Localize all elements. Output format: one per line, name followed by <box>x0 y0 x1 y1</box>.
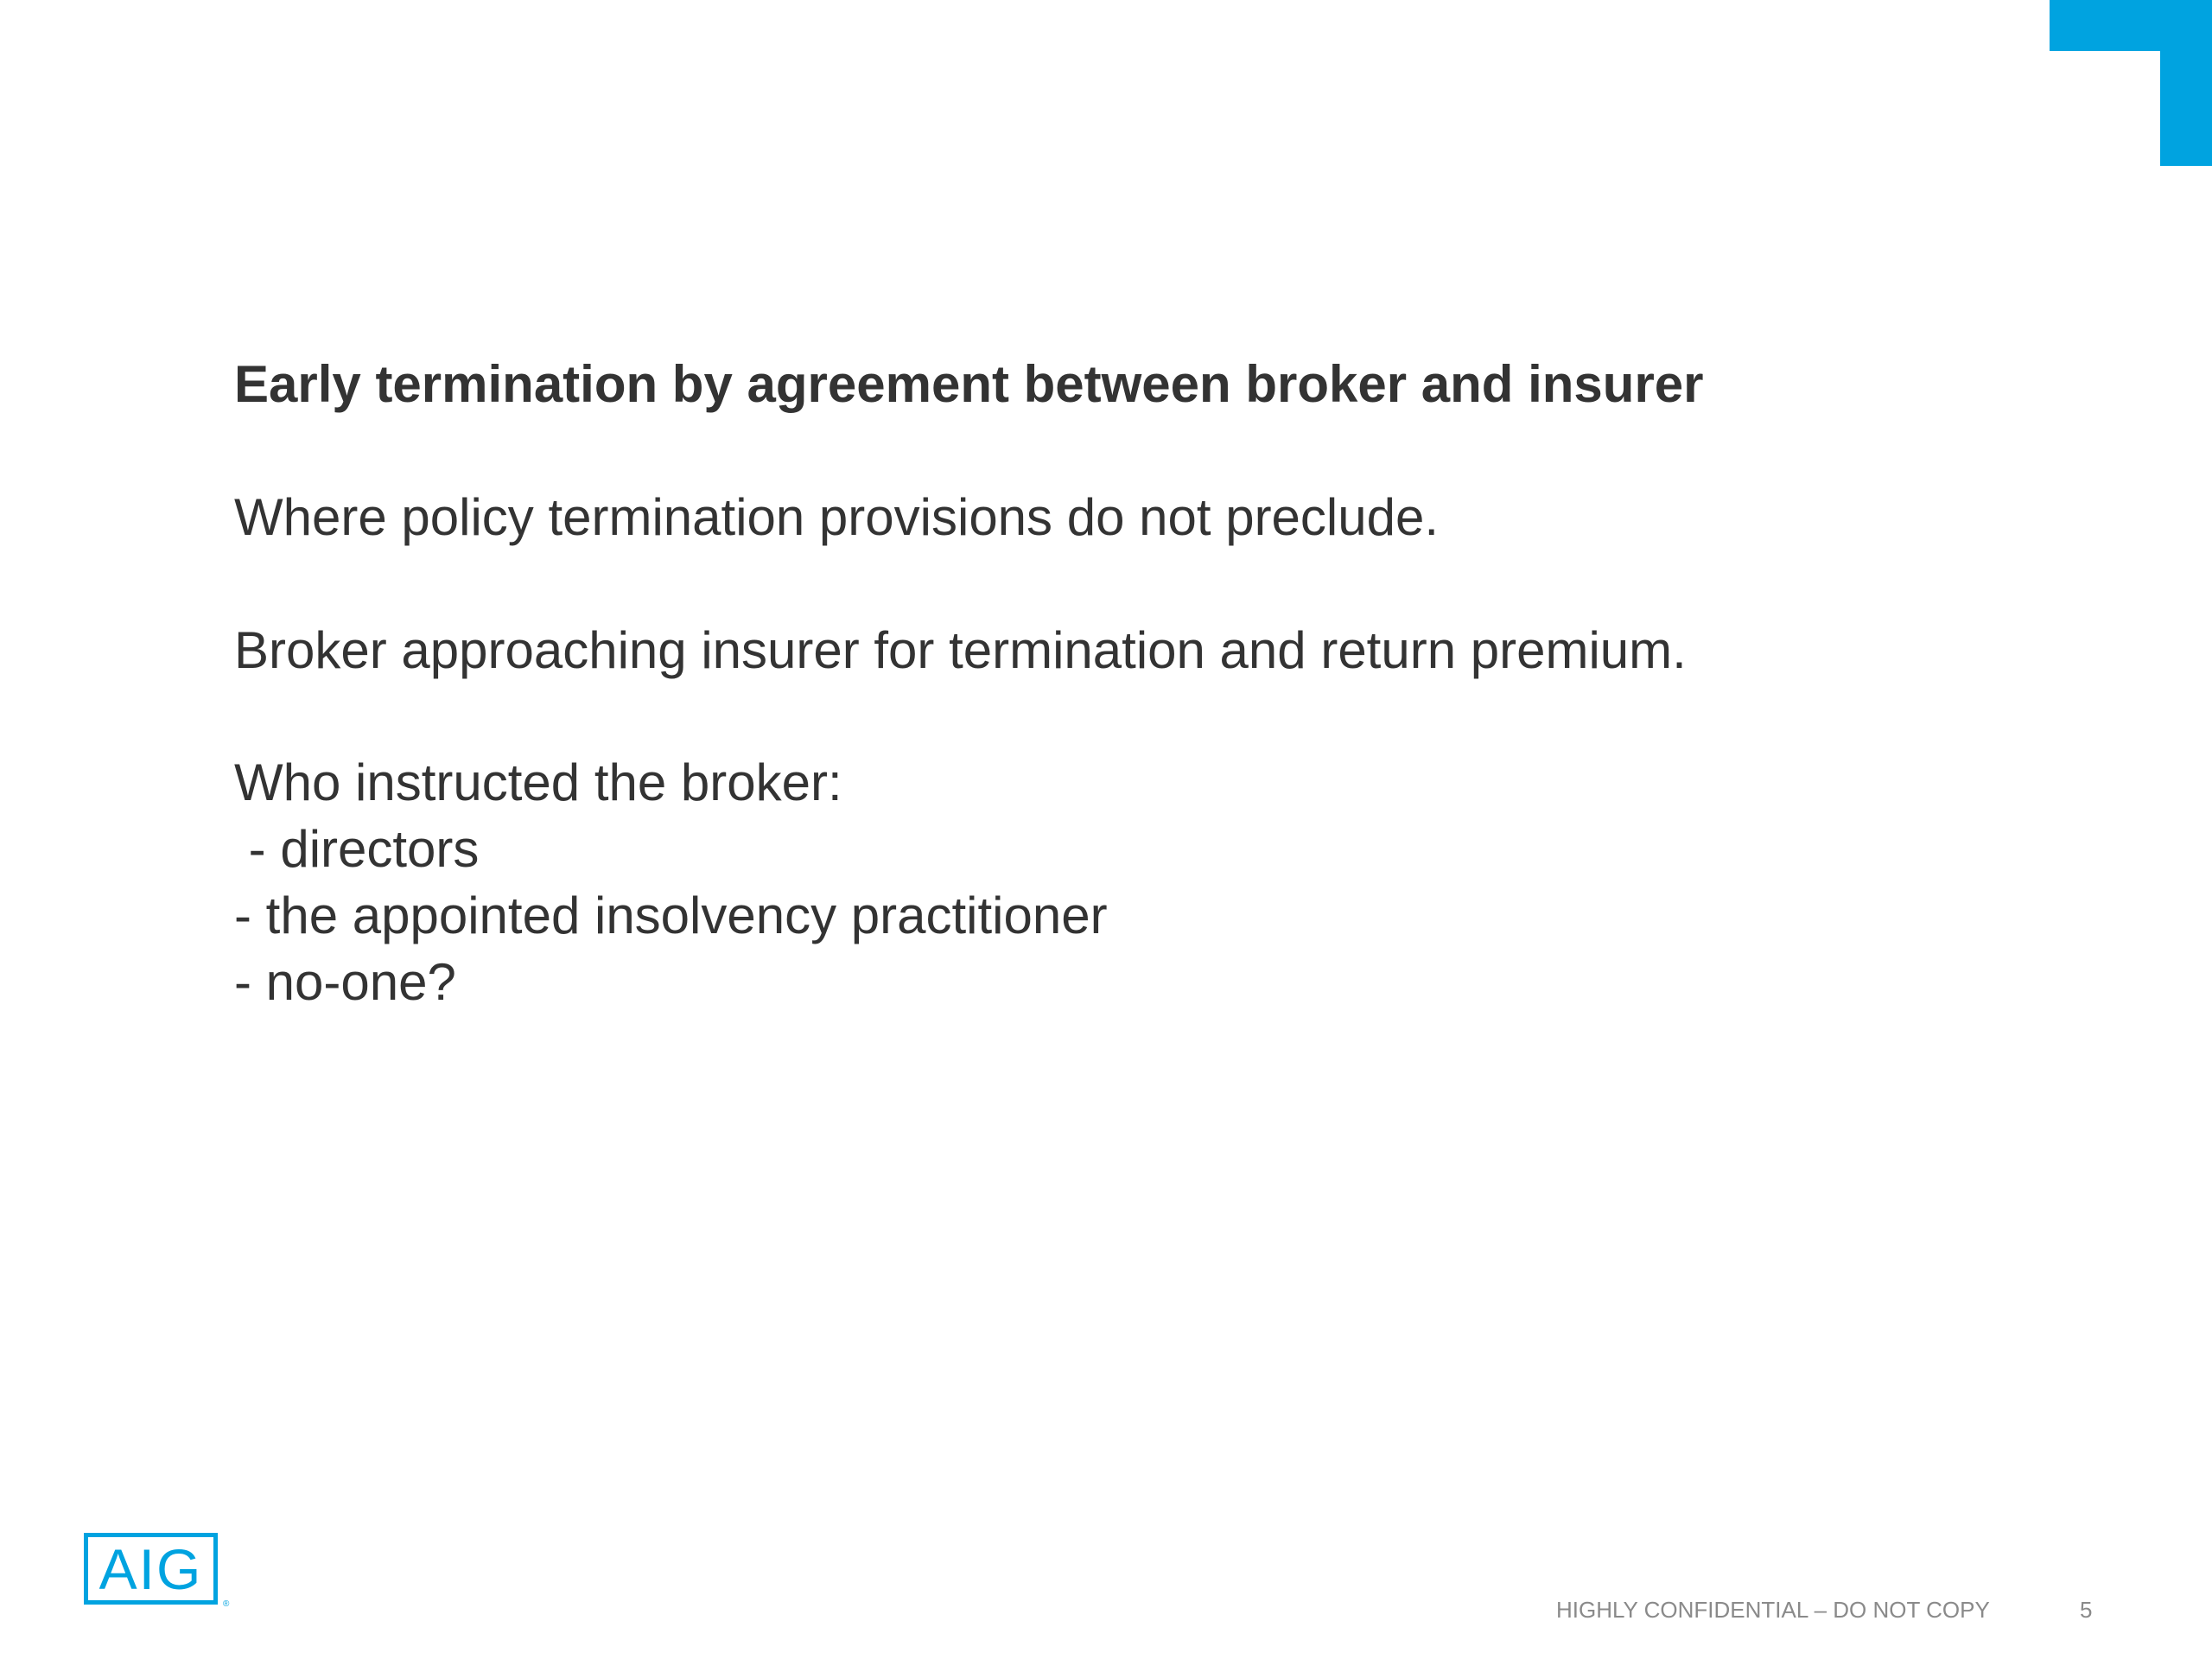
list-item: - no-one? <box>234 953 456 1011</box>
list-title: Who instructed the broker: <box>234 753 842 811</box>
paragraph-broker-approach: Broker approaching insurer for termination and return premium. <box>234 621 1687 679</box>
aig-logo <box>84 1533 218 1605</box>
list-item: - directors <box>234 820 480 878</box>
instruction-list <box>234 749 2049 1015</box>
logo-text: AIG <box>99 1536 203 1601</box>
corner-accent-block <box>2160 0 2212 166</box>
slide-title: Early termination by agreement between broker and insurer <box>234 355 1704 413</box>
registered-mark: ® <box>223 1599 230 1609</box>
slide-content <box>234 350 2049 1015</box>
paragraph-policy-provisions: Where policy termination provisions do not preclude. <box>234 488 1440 546</box>
confidential-notice: HIGHLY CONFIDENTIAL – DO NOT COPY <box>1556 1597 1990 1623</box>
list-item: - the appointed insolvency practitioner <box>234 887 1108 944</box>
page-number: 5 <box>2080 1597 2093 1623</box>
